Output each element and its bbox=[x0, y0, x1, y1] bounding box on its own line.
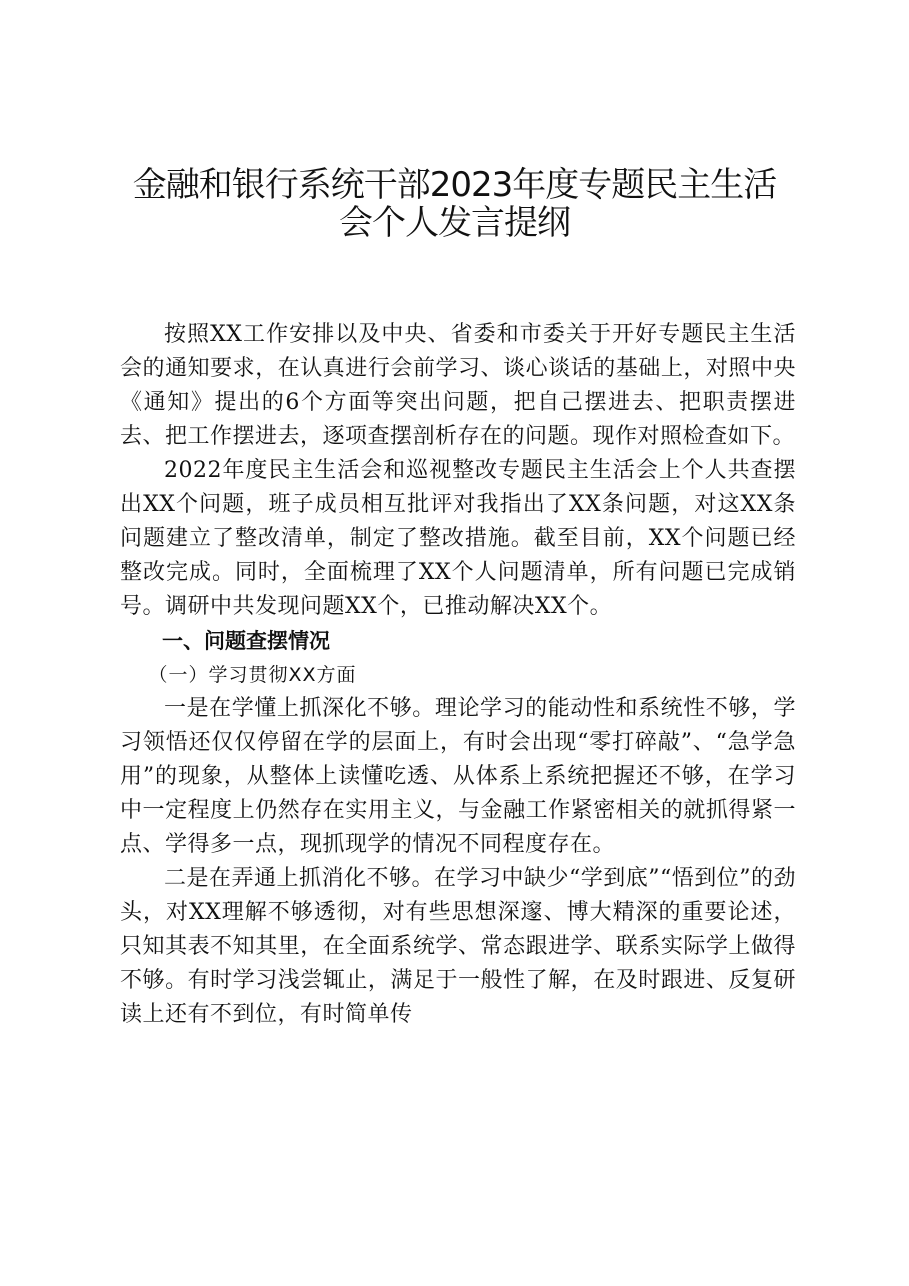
subsection-heading: （一）学习贯彻XX方面 bbox=[148, 664, 357, 686]
intro-paragraph: 按照XX工作安排以及中央、省委和市委关于开好专题民主生活会的通知要求，在认真进行会前学习、谈心谈话的基础上，对照中央《通知》提出的6个方面等突出问题，把自己摆进去、把职责摆进去、把工作摆进去，逐项查摆剖析存在的问题。现作对照检查如下。 bbox=[120, 322, 796, 449]
point-paragraph-1: 一是在学懂上抓深化不够。理论学习的能动性和系统性不够，学习领悟还仅仅停留在学的层面上，有时会出现“零打碎敲”、“急学急用”的现象，从整体上读懂吃透、从体系上系统把握还不够，在学习中一定程度上仍然存在实用主义，与金融工作紧密相关的就抓得紧一点、学得多一点，现抓现学的情况不同程度存在。 bbox=[120, 696, 796, 857]
review-paragraph: 2022年度民主生活会和巡视整改专题民主生活会上个人共查摆出XX个问题，班子成员相互批评对我指出了XX条问题，对这XX条问题建立了整改清单，制定了整改措施。截至目前，XX个问题已经整改完成。同时，全面梳理了XX个人问题清单，所有问题已完成销号。调研中共发现问题XX个，已推动解决XX个。 bbox=[120, 458, 796, 619]
point-paragraph-2: 二是在弄通上抓消化不够。在学习中缺少“学到底”“悟到位”的劲头，对XX理解不够透彻，对有些思想深邃、博大精深的重要论述，只知其表不知其里，在全面系统学、常态跟进学、联系实际学上做得不够。有时学习浅尝辄止，满足于一般性了解，在及时跟进、反复研读上还有不到位，有时简单传 bbox=[120, 866, 796, 1027]
document-body bbox=[120, 318, 796, 1032]
document-title-line-1: 金融和银行系统干部2023年度专题民主生活 bbox=[132, 165, 777, 205]
section-heading: 一、问题查摆情况 bbox=[162, 629, 330, 653]
document-title-line-2: 会个人发言提纲 bbox=[339, 203, 570, 243]
